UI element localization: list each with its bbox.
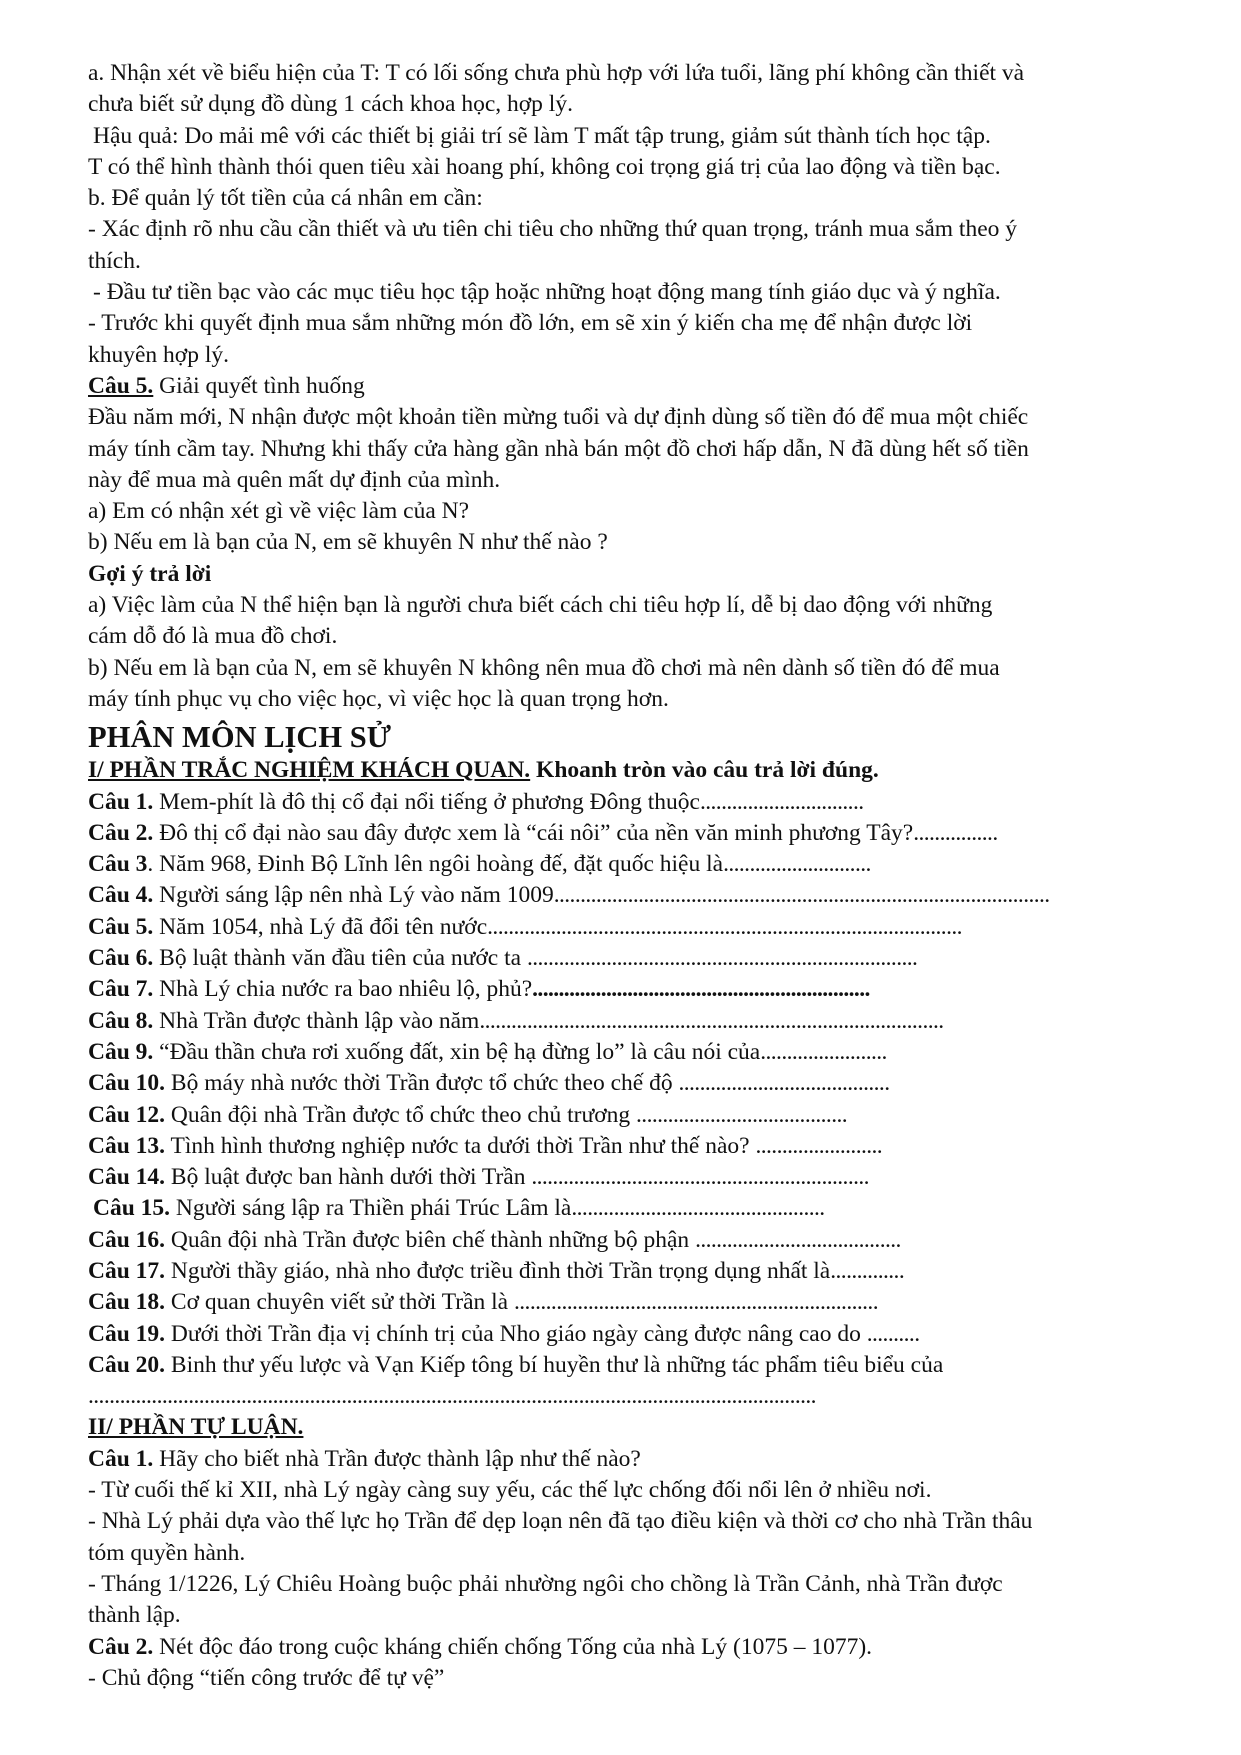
question-item (88, 1287, 1188, 1318)
question-text: Hãy cho biết nhà Trần được thành lập như thế nào? (153, 1445, 641, 1472)
text-line: Hậu quả: Do mải mê với các thiết bị giải trí sẽ làm T mất tập trung, giảm sút thành tích học tập. (93, 122, 991, 149)
text-line: T có thể hình thành thói quen tiêu xài hoang phí, không coi trọng giá trị của lao động và tiền bạc. (88, 153, 1001, 180)
text-line: Đầu năm mới, N nhận được một khoản tiền mừng tuổi và dự định dùng số tiền đó để mua một chiếc (88, 404, 1029, 431)
question-text: Người sáng lập nên nhà Lý vào năm 1009 (153, 882, 554, 909)
answer-dots: ........................ (760, 1038, 887, 1065)
text-line: a) Em có nhận xét gì về việc làm của N? (88, 498, 470, 525)
question-item (88, 787, 1188, 818)
question-label: Câu 12. (88, 1101, 166, 1128)
question-text: Nét độc đáo trong cuộc kháng chiến chống Tống của nhà Lý (1075 – 1077). (153, 1633, 873, 1660)
text-line: - Chủ động “tiến công trước để tự vệ” (88, 1664, 445, 1691)
question-label: Câu 6. (88, 945, 154, 972)
section-title: II/ PHẦN TỰ LUẬN. (88, 1414, 304, 1441)
question-label: Câu 2. (88, 819, 154, 846)
question-label: Câu 14. (88, 1164, 166, 1191)
question-item (88, 1193, 1188, 1224)
question-label: Câu 10. (88, 1070, 166, 1097)
answer-dots: ............................ (723, 851, 871, 878)
text-line: thành lập. (88, 1602, 181, 1629)
essay-question (88, 1632, 1188, 1663)
question-item (88, 1131, 1188, 1162)
answer-dots: ........................................................................................ (479, 1007, 944, 1034)
text-line: a) Việc làm của N thể hiện bạn là người chưa biết cách chi tiêu hợp lí, dễ bị dao động với những (88, 592, 993, 619)
question-item (88, 912, 1188, 943)
answer-dots: ................................................ (571, 1195, 825, 1222)
question-label: Câu 5. (88, 372, 154, 399)
section-heading (88, 1412, 1188, 1443)
question-label: Câu 1. (88, 788, 154, 815)
section-title: I/ PHẦN TRẮC NGHIỆM KHÁCH QUAN. (88, 757, 531, 784)
answer-dots: ........................................ (636, 1101, 848, 1128)
question-text: Binh thư yếu lược và Vạn Kiếp tông bí huyền thư là những tác phẩm tiêu biểu của (165, 1351, 944, 1378)
question-text: Cơ quan chuyên viết sử thời Trần là (165, 1289, 514, 1316)
question-text: Người sáng lập ra Thiền phái Trúc Lâm là (170, 1195, 572, 1222)
question-label: Câu 2. (88, 1633, 154, 1660)
question-text: . Năm 968, Đinh Bộ Lĩnh lên ngôi hoàng đế, đặt quốc hiệu là (147, 851, 724, 878)
text-line: này để mua mà quên mất dự định của mình. (88, 466, 501, 493)
question-label: Câu 19. (88, 1320, 166, 1347)
question-list (88, 787, 1188, 1382)
answer-dots: .......................................................................................................................................... (88, 1383, 816, 1410)
subject-title: PHÂN MÔN LỊCH SỬ (88, 720, 392, 755)
text-line: b) Nếu em là bạn của N, em sẽ khuyên N như thế nào ? (88, 529, 608, 556)
text-line: - Tháng 1/1226, Lý Chiêu Hoàng buộc phải nhường ngôi cho chồng là Trần Cảnh, nhà Trần được (88, 1570, 1003, 1597)
answer-dots: ........................................ (678, 1070, 890, 1097)
question-item (88, 1068, 1188, 1099)
text-line: - Từ cuối thế kỉ XII, nhà Lý ngày càng suy yếu, các thế lực chống đối nổi lên ở nhiều nơi. (88, 1477, 932, 1504)
document-page (88, 58, 1188, 1694)
question-label: Câu 15. (93, 1195, 171, 1222)
question-item (88, 1256, 1188, 1287)
question-text: Tình hình thương nghiệp nước ta dưới thời Trần như thế nào? (165, 1132, 756, 1159)
question-label: Câu 5. (88, 913, 154, 940)
question-item (88, 818, 1188, 849)
question-text: Nhà Trần được thành lập vào năm (153, 1007, 480, 1034)
answer-dots: ................................................................ (531, 1164, 869, 1191)
answer-dots: ..................................................................... (514, 1289, 878, 1316)
question-item (88, 1319, 1188, 1350)
answer-dots: ........................ (755, 1132, 883, 1159)
question-label: Câu 17. (88, 1257, 166, 1284)
text-line: máy tính cầm tay. Nhưng khi thấy cửa hàng gần nhà bán một đồ chơi hấp dẫn, N đã dùng hết số tiền (88, 435, 1029, 462)
text-line: cám dỗ đó là mua đồ chơi. (88, 623, 338, 650)
text-line: tóm quyền hành. (88, 1539, 246, 1566)
question-label: Câu 9. (88, 1038, 154, 1065)
question-item (88, 1162, 1188, 1193)
section-instruction: Khoanh tròn vào câu trả lời đúng. (530, 757, 879, 784)
text-line: thích. (88, 247, 141, 274)
text-line: - Xác định rõ nhu cầu cần thiết và ưu tiên chi tiêu cho những thứ quan trọng, tránh mua sắm theo ý (88, 216, 1018, 243)
answer-dots: .............................................................................................. (553, 882, 1050, 909)
question-item (88, 1100, 1188, 1131)
hint-heading: Gợi ý trả lời (88, 560, 212, 587)
question-text: Dưới thời Trần địa vị chính trị của Nho giáo ngày càng được nâng cao do (165, 1320, 867, 1347)
answer-dots: .......................................................................................... (487, 913, 962, 940)
question-text: Quân đội nhà Trần được tổ chức theo chủ trương (165, 1101, 637, 1128)
question-item (88, 880, 1188, 911)
text-line: - Trước khi quyết định mua sắm những món đồ lớn, em sẽ xin ý kiến cha mẹ để nhận được lời (88, 310, 973, 337)
question-text: Năm 1054, nhà Lý đã đổi tên nước (153, 913, 488, 940)
question-label: Câu 4. (88, 882, 154, 909)
answer-dots: .......................................................................... (526, 945, 918, 972)
question-item (88, 1350, 1188, 1381)
answer-dots: ................ (913, 819, 998, 846)
question-label: Câu 18. (88, 1289, 166, 1316)
question-item (88, 1225, 1188, 1256)
text-line: khuyên hợp lý. (88, 341, 230, 368)
question-label: Câu 8. (88, 1007, 154, 1034)
essay-question (88, 1444, 1188, 1475)
question-title: Giải quyết tình huống (153, 372, 365, 399)
question-label: Câu 13. (88, 1132, 166, 1159)
question-text: Đô thị cổ đại nào sau đây được xem là “cái nôi” của nền văn minh phương Tây? (153, 819, 914, 846)
question-item (88, 1006, 1188, 1037)
question-text: Bộ luật thành văn đầu tiên của nước ta (153, 945, 527, 972)
question-text: Nhà Lý chia nước ra bao nhiêu lộ, phủ? (153, 976, 533, 1003)
question-label: Câu 3 (88, 851, 148, 878)
text-line: - Nhà Lý phải dựa vào thế lực họ Trần để dẹp loạn nên đã tạo điều kiện và thời cơ cho nhà Trần thâu (88, 1508, 1033, 1535)
question-text: “Đầu thần chưa rơi xuống đất, xin bệ hạ đừng lo” là câu nói của (153, 1038, 761, 1065)
question-text: Người thầy giáo, nhà nho được triều đình thời Trần trọng dụng nhất là (165, 1257, 831, 1284)
section-heading (88, 755, 1188, 786)
answer-dots: .......... (866, 1320, 920, 1347)
question-heading (88, 371, 1188, 402)
question-text: Bộ luật được ban hành dưới thời Trần (165, 1164, 532, 1191)
text-line: a. Nhận xét về biểu hiện của T: T có lối sống chưa phù hợp với lứa tuổi, lãng phí không cần thiết và (88, 60, 1025, 86)
question-item (88, 974, 1188, 1005)
text-line: b. Để quản lý tốt tiền của cá nhân em cần: (88, 185, 483, 212)
text-line: - Đầu tư tiền bạc vào các mục tiêu học tập hoặc những hoạt động mang tính giáo dục và ý nghĩa. (93, 279, 1001, 306)
question-text: Bộ máy nhà nước thời Trần được tổ chức theo chế độ (165, 1070, 679, 1097)
question-text: Mem-phít là đô thị cổ đại nổi tiếng ở phương Đông thuộc (153, 788, 700, 815)
text-line: b) Nếu em là bạn của N, em sẽ khuyên N không nên mua đồ chơi mà nên dành số tiền đó để mua (88, 654, 1000, 681)
question-item (88, 849, 1188, 880)
question-label: Câu 7. (88, 976, 154, 1003)
text-line: máy tính phục vụ cho việc học, vì việc học là quan trọng hơn. (88, 685, 669, 712)
question-item (88, 943, 1188, 974)
question-text: Quân đội nhà Trần được biên chế thành những bộ phận (165, 1226, 696, 1253)
answer-dots: ....................................... (695, 1226, 901, 1253)
answer-dots: ................................................................ (532, 976, 870, 1003)
question-label: Câu 1. (88, 1445, 154, 1472)
text-line: chưa biết sử dụng đồ dùng 1 cách khoa học, hợp lý. (88, 91, 573, 118)
question-label: Câu 20. (88, 1351, 166, 1378)
question-item (88, 1037, 1188, 1068)
answer-dots: ............................... (699, 788, 864, 815)
answer-dots: .............. (830, 1257, 905, 1284)
question-label: Câu 16. (88, 1226, 166, 1253)
